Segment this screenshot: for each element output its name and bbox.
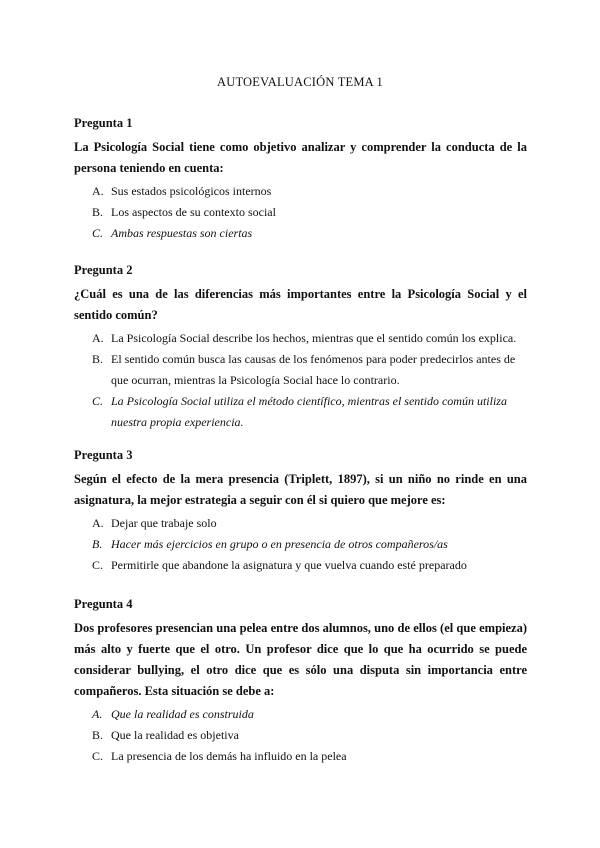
answer-options bbox=[74, 328, 527, 433]
option-text: El sentido común busca las causas de los fenómenos para poder predecirlos antes de que ocurran, mientras la Psicología Social hace lo contrario. bbox=[111, 352, 516, 387]
option-letter: B. bbox=[92, 537, 103, 551]
option-letter: C. bbox=[92, 749, 104, 763]
option-letter: C. bbox=[92, 394, 104, 408]
answer-option-b bbox=[74, 349, 527, 391]
question-text: Según el efecto de la mera presencia (Triplett, 1897), si un niño no rinde en una asignatura, la mejor estrategia a seguir con él si quiero que mejore es: bbox=[74, 472, 527, 507]
option-letter: A. bbox=[92, 184, 104, 198]
question-text: Dos profesores presencian una pelea entre dos alumnos, uno de ellos (el que empieza) más alto y fuerte que el otro. Un profesor dice que lo que ha ocurrido se puede considerar bullying, el otro dice que es sólo una disputa sin importancia entre compañeros. Esta situación se debe a: bbox=[74, 621, 527, 698]
option-letter: B. bbox=[92, 728, 104, 742]
answer-option-a bbox=[74, 328, 527, 349]
option-text: Ambas respuestas son ciertas bbox=[111, 226, 253, 240]
option-text: Los aspectos de su contexto social bbox=[111, 205, 276, 219]
option-text: Dejar que trabaje solo bbox=[111, 516, 217, 530]
option-letter: C. bbox=[92, 226, 104, 240]
answer-option-c bbox=[74, 223, 527, 244]
option-letter: C. bbox=[92, 558, 104, 572]
question-heading: Pregunta 1 bbox=[74, 116, 133, 130]
option-text: La presencia de los demás ha influido en la pelea bbox=[111, 749, 347, 763]
question-heading: Pregunta 4 bbox=[74, 597, 133, 611]
question-1 bbox=[74, 115, 527, 244]
option-letter: A. bbox=[92, 331, 104, 345]
option-letter: A. bbox=[92, 516, 104, 530]
answer-option-a bbox=[74, 181, 527, 202]
answer-option-b bbox=[74, 725, 527, 746]
answer-options bbox=[74, 704, 527, 767]
question-text: La Psicología Social tiene como objetivo analizar y comprender la conducta de la persona teniendo en cuenta: bbox=[74, 140, 527, 175]
answer-options bbox=[74, 513, 527, 576]
option-letter: B. bbox=[92, 352, 104, 366]
answer-option-c bbox=[74, 555, 527, 576]
option-text: Que la realidad es construida bbox=[111, 707, 254, 721]
answer-option-b bbox=[74, 202, 527, 223]
document-title: AUTOEVALUACIÓN TEMA 1 bbox=[216, 75, 383, 89]
option-letter: A. bbox=[92, 707, 103, 721]
question-text: ¿Cuál es una de las diferencias más importantes entre la Psicología Social y el sentido común? bbox=[74, 287, 527, 322]
question-4 bbox=[74, 596, 527, 767]
option-text: Hacer más ejercicios en grupo o en presencia de otros compañeros/as bbox=[111, 537, 448, 551]
answer-option-b bbox=[74, 534, 527, 555]
answer-option-a bbox=[74, 513, 527, 534]
question-3 bbox=[74, 447, 527, 576]
answer-option-c bbox=[74, 391, 527, 433]
option-text: Sus estados psicológicos internos bbox=[111, 184, 272, 198]
option-text: Que la realidad es objetiva bbox=[111, 728, 239, 742]
answer-option-c bbox=[74, 746, 527, 767]
question-heading: Pregunta 2 bbox=[74, 263, 133, 277]
option-text: La Psicología Social utiliza el método científico, mientras el sentido común utiliza nuestra propia experiencia. bbox=[111, 394, 507, 429]
question-2 bbox=[74, 262, 527, 433]
answer-options bbox=[74, 181, 527, 244]
option-letter: B. bbox=[92, 205, 104, 219]
option-text: La Psicología Social describe los hechos, mientras que el sentido común los explica. bbox=[111, 331, 517, 345]
question-heading: Pregunta 3 bbox=[74, 448, 133, 462]
option-text: Permitirle que abandone la asignatura y que vuelva cuando esté preparado bbox=[111, 558, 467, 572]
answer-option-a bbox=[74, 704, 527, 725]
